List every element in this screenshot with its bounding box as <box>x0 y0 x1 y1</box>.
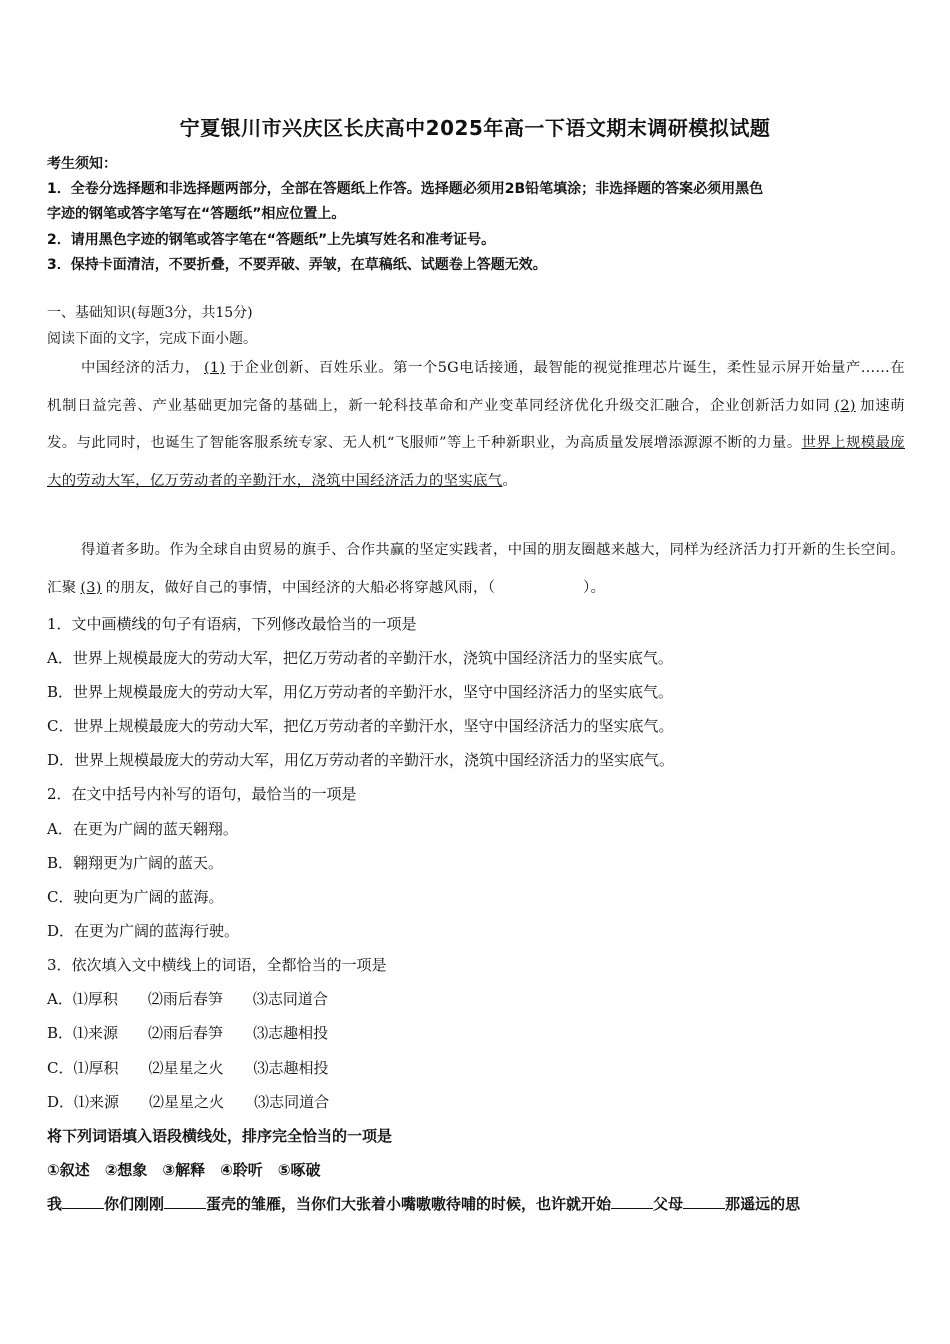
option-letter: C． <box>47 1059 74 1077</box>
fill-blank <box>683 1194 725 1209</box>
q3-option-c <box>47 1057 329 1078</box>
notice-item-1: 1．全卷分选择题和非选择题两部分，全部在答题纸上作答。选择题必须用2B铅笔填涂；非选择题的答案必须用黑色 <box>47 181 764 197</box>
option-word: ⑶志趣相投 <box>253 1059 329 1077</box>
q1-option-d: D．世界上规模最庞大的劳动大军，用亿万劳动者的辛勤汗水，浇筑中国经济活力的坚实底气。 <box>47 751 675 769</box>
fill-blank <box>611 1194 653 1209</box>
passage-text: 加速萌发。与此同时，也诞生了智能客服系统专家、无人机“飞服师”等上千种新职业，为高质量发展增添源源不断的力量。 <box>47 397 905 451</box>
passage-text: 蛋壳的雏雁，当你们大张着小嘴嗷嗷待哺的时候，也许就开始 <box>206 1195 612 1213</box>
question-1-stem: 1．文中画横线的句子有语病，下列修改最恰当的一项是 <box>47 615 417 633</box>
question-2-stem: 2．在文中括号内补写的语句，最恰当的一项是 <box>47 785 357 803</box>
passage-text: 。 <box>502 472 518 489</box>
q3-option-d <box>47 1091 329 1112</box>
q3-option-b <box>47 1022 328 1043</box>
q4-word-list: ①叙述 ②想象 ③解释 ④聆听 ⑤啄破 <box>47 1161 321 1179</box>
passage-text: 于企业创新、百姓乐业。第一个5G电话接通，最智能的视觉推理芯片诞生，柔性显示屏开始量产……在机制日益完善、产业基础更加完备的基础上，新一轮科技革命和产业变革同经济优化升级交汇融合，企业创新活力如同 <box>47 360 905 414</box>
q2-option-d: D．在更为广阔的蓝海行驶。 <box>47 922 240 940</box>
reading-instruction: 阅读下面的文字，完成下面小题。 <box>47 331 257 347</box>
notice-item-3: 3．保持卡面清洁，不要折叠，不要弄破、弄皱，在草稿纸、试题卷上答题无效。 <box>47 257 547 273</box>
section-heading: 一、基础知识(每题3分，共15分) <box>47 305 253 321</box>
notice-item-1-cont: 字迹的钢笔或答字笔写在“答题纸”相应位置上。 <box>47 206 346 222</box>
page-title: 宁夏银川市兴庆区长庆高中2025年高一下语文期末调研模拟试题 <box>179 116 771 140</box>
option-word: ⑵星星之火 <box>149 1093 225 1111</box>
option-word: ⑴来源 <box>74 1093 120 1111</box>
notice-item-2: 2．请用黑色字迹的钢笔或答字笔在“答题纸”上先填写姓名和准考证号。 <box>47 232 496 248</box>
q1-option-b: B．世界上规模最庞大的劳动大军，用亿万劳动者的辛勤汗水，坚守中国经济活力的坚实底气。 <box>47 683 674 701</box>
q2-option-c: C．驶向更为广阔的蓝海。 <box>47 888 224 906</box>
option-letter: B． <box>47 1024 74 1042</box>
q1-option-c: C．世界上规模最庞大的劳动大军，把亿万劳动者的辛勤汗水，坚守中国经济活力的坚实底气。 <box>47 717 674 735</box>
q3-option-a <box>47 988 328 1009</box>
option-word: ⑶志同道合 <box>252 990 328 1008</box>
passage-text: 得道者多助。作为全球自由贸易的旗手、合作共赢的坚定实践者，中国的朋友圈越来越大，同样为经济活力打开新的生长空间。汇聚 <box>47 542 905 596</box>
q4-passage-line <box>47 1193 800 1214</box>
blank-3: (3) <box>80 579 102 596</box>
passage-text: 中国经济的活力， <box>81 360 200 376</box>
option-word: ⑵雨后春笋 <box>147 990 223 1008</box>
passage-paragraph-2 <box>47 532 905 607</box>
option-word: ⑵雨后春笋 <box>148 1024 224 1042</box>
q1-option-a: A．世界上规模最庞大的劳动大军，把亿万劳动者的辛勤汗水，浇筑中国经济活力的坚实底气。 <box>47 649 673 667</box>
option-letter: A． <box>47 990 73 1008</box>
option-word: ⑴厚积 <box>73 1059 119 1077</box>
blank-2: (2) <box>834 397 856 414</box>
question-3-stem: 3．依次填入文中横线上的词语，全都恰当的一项是 <box>47 956 387 974</box>
fill-blank <box>164 1194 206 1209</box>
option-letter: D． <box>47 1093 75 1111</box>
q2-option-a: A．在更为广阔的蓝天翱翔。 <box>47 820 238 838</box>
passage-text: 我 <box>47 1195 63 1213</box>
passage-text: 你们刚刚 <box>104 1195 165 1213</box>
passage-paragraph-1 <box>47 350 905 500</box>
option-word: ⑶志趣相投 <box>253 1024 329 1042</box>
option-word: ⑴来源 <box>73 1024 119 1042</box>
option-word: ⑴厚积 <box>72 990 118 1008</box>
question-4-stem: 将下列词语填入语段横线处，排序完全恰当的一项是 <box>47 1127 393 1145</box>
option-word: ⑵星星之火 <box>148 1059 224 1077</box>
fill-blank <box>62 1194 104 1209</box>
passage-text: 父母 <box>653 1195 684 1213</box>
passage-text: ）。 <box>583 579 606 596</box>
underlined-sentence: 世界上规模最庞大的劳动大军，亿万劳动者的辛勤汗水，浇筑中国经济活力的坚实底气 <box>47 435 905 489</box>
option-word: ⑶志同道合 <box>254 1093 330 1111</box>
passage-text: 那遥远的思 <box>725 1195 801 1213</box>
blank-1: (1) <box>204 360 226 376</box>
notice-heading: 考生须知： <box>47 156 117 172</box>
q2-option-b: B．翱翔更为广阔的蓝天。 <box>47 854 224 872</box>
passage-text: 的朋友，做好自己的事情，中国经济的大船必将穿越风雨，（ <box>105 579 496 596</box>
